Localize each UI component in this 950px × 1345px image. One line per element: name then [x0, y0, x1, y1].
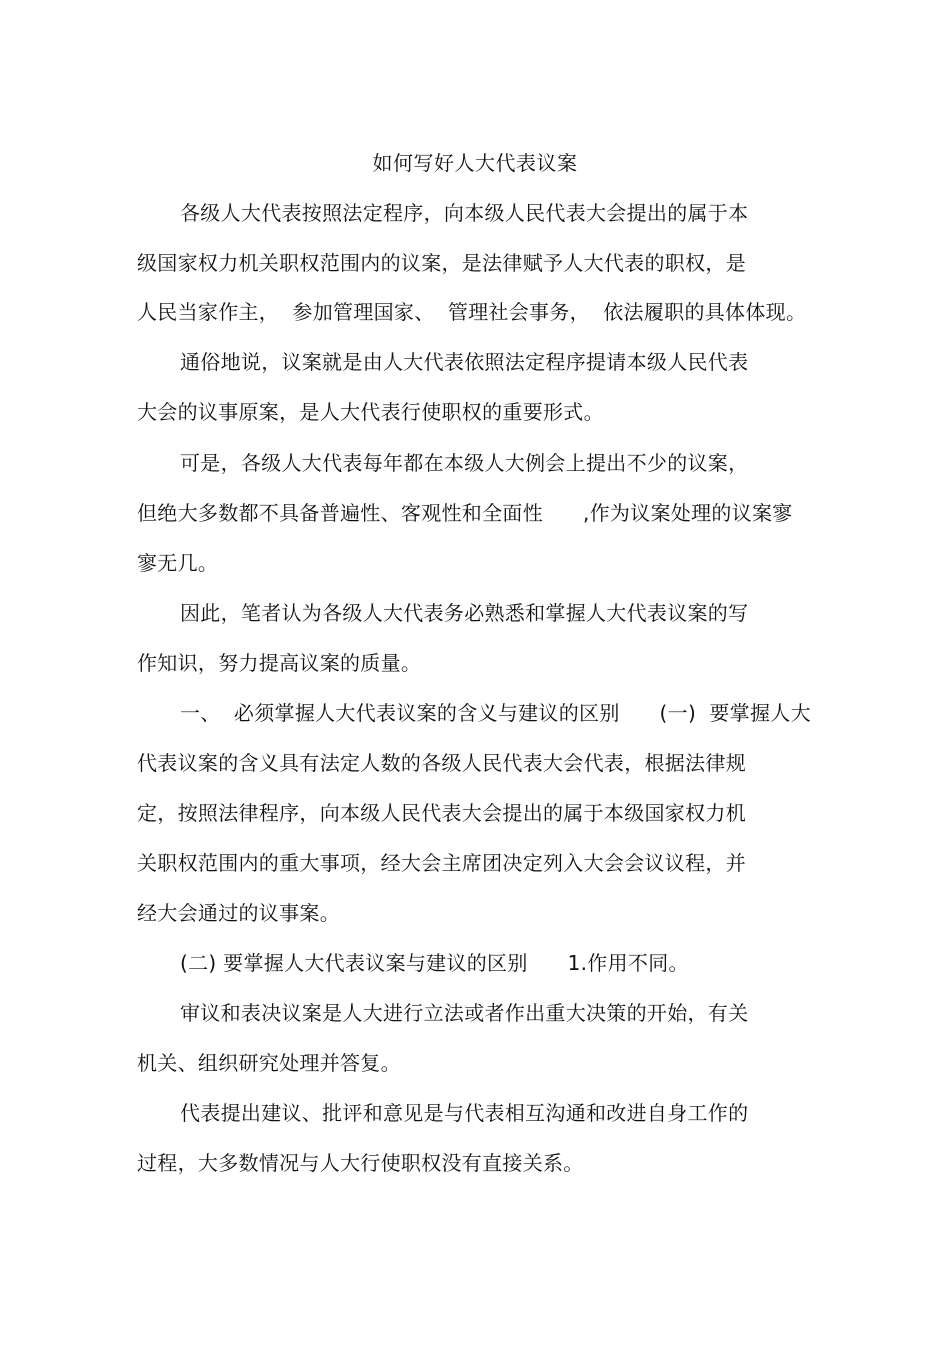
paragraph-line: 过程，大多数情况与人大行使职权没有直接关系。 — [137, 1151, 584, 1175]
paragraph-line: 代表议案的含义具有法定人数的各级人民代表大会代表，根据法律规 — [137, 751, 746, 775]
paragraph-line: 定，按照法律程序，向本级人民代表大会提出的属于本级国家权力机 — [137, 801, 746, 825]
paragraph-line: 大会的议事原案，是人大代表行使职权的重要形式。 — [137, 400, 604, 424]
paragraph-line: 机关、组织研究处理并答复。 — [137, 1051, 401, 1075]
paragraph-line: 寥无几。 — [137, 551, 219, 575]
paragraph-line: 关职权范围内的重大事项，经大会主席团决定列入大会会议议程，并 — [137, 851, 746, 875]
paragraph-line: 经大会通过的议事案。 — [137, 901, 340, 925]
paragraph-line: 人民当家作主， 参加管理国家、 管理社会事务， 依法履职的具体体现。 — [137, 300, 807, 324]
paragraph-line: 因此，笔者认为各级人大代表务必熟悉和掌握人大代表议案的写 — [180, 601, 749, 625]
paragraph-line: 通俗地说，议案就是由人大代表依照法定程序提请本级人民代表 — [180, 350, 749, 374]
paragraph-line: 可是，各级人大代表每年都在本级人大例会上提出不少的议案， — [180, 451, 749, 475]
paragraph-line: 但绝大多数都不具备普遍性、客观性和全面性 ,作为议案处理的议案寥 — [137, 501, 793, 525]
paragraph-line: 代表提出建议、批评和意见是与代表相互沟通和改进自身工作的 — [180, 1101, 749, 1125]
paragraph-line: 作知识，努力提高议案的质量。 — [137, 651, 422, 675]
paragraph-line: 级国家权力机关职权范围内的议案，是法律赋予人大代表的职权，是 — [137, 251, 746, 275]
paragraph-line: 审议和表决议案是人大进行立法或者作出重大决策的开始，有关 — [180, 1001, 749, 1025]
paragraph-line: (二) 要掌握人大代表议案与建议的区别 1.作用不同。 — [180, 951, 689, 975]
paragraph-line: 各级人大代表按照法定程序，向本级人民代表大会提出的属于本 — [180, 201, 749, 225]
paragraph-line: 一、 必须掌握人大代表议案的含义与建议的区别 (一) 要掌握人大 — [180, 701, 811, 725]
document-title: 如何写好人大代表议案 — [372, 151, 578, 175]
